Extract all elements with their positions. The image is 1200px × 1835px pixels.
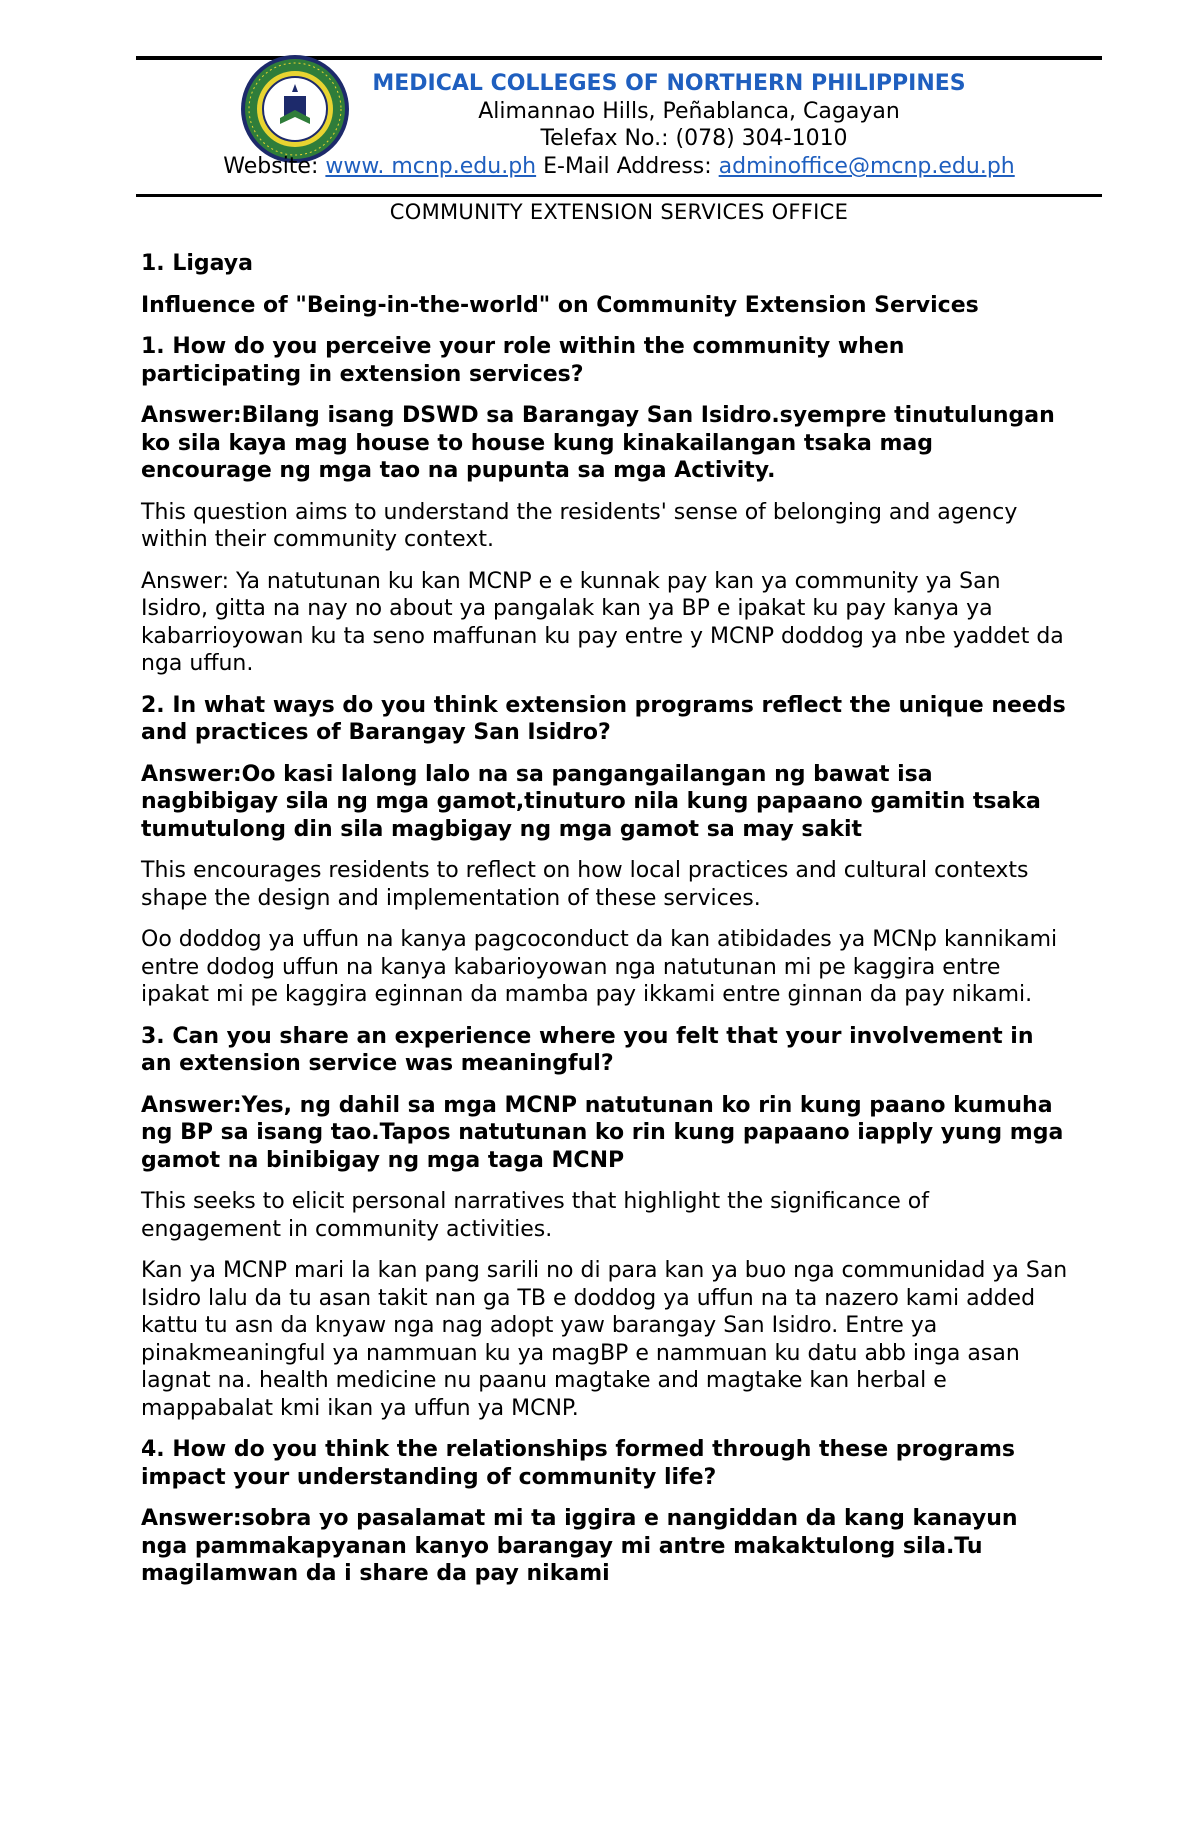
section-title: Influence of "Being-in-the-world" on Community Extension Services	[141, 292, 979, 318]
question-2: 2. In what ways do you think extension programs reflect the unique needs and practices of Barangay San Isidro?	[141, 692, 1066, 745]
response-2: Oo doddog ya uffun na kanya pagcoconduct da kan atibidades ya MCNp kannikami entre dodog uffun na kanya kabarioyowan nga natutunan mi pe kaggira entre ipakat mi pe kaggira eginnan da mamba pay ikkami entre ginnan da pay nikami.	[141, 927, 1058, 1007]
website-label: Website:	[223, 154, 319, 179]
answer-4: Answer:sobra yo pasalamat mi ta iggira e nangiddan da kang kanayun nga pammakapyanan kanyo barangay mi antre makaktulong sila.Tu magilamwan da i share da pay nikami	[141, 1506, 1018, 1586]
email-link[interactable]: adminoffice@mcnp.edu.ph	[718, 154, 1015, 179]
aim-1: This question aims to understand the residents' sense of belonging and agency within their community context.	[141, 499, 1018, 552]
org-name: MEDICAL COLLEGES OF NORTHERN PHILIPPINES	[372, 71, 966, 96]
response-1: Answer: Ya natutunan ku kan MCNP e e kunnak pay kan ya community ya San Isidro, gitta na nay no about ya pangalak kan ya BP e ipakat ku pay kanya ya kabarrioyowan ku ta seno maffunan ku pay entre y MCNP doddog ya nbe yaddet da nga uffun.	[141, 568, 1064, 676]
question-3: 3. Can you share an experience where you felt that your involvement in an extension service was meaningful?	[141, 1023, 1034, 1076]
aim-3: This seeks to elicit personal narratives that highlight the significance of engagement in community activities.	[141, 1189, 929, 1242]
question-4: 4. How do you think the relationships formed through these programs impact your understanding of community life?	[141, 1437, 1015, 1490]
header-bottom-rule	[136, 194, 1102, 197]
org-address: Alimannao Hills, Peñablanca, Cagayan	[478, 99, 900, 124]
letterhead	[136, 70, 1102, 181]
answer-1: Answer:Bilang isang DSWD sa Barangay San Isidro.syempre tinutulungan ko sila kaya mag house to house kung kinakailangan tsaka mag encourage ng mga tao na pupunta sa mga Activity.	[141, 403, 1055, 483]
respondent-name: 1. Ligaya	[141, 251, 253, 276]
answer-2: Answer:Oo kasi lalong lalo na sa pangangailangan ng bawat isa nagbibigay sila ng mga gamot,tinuturo nila kung papaano gamitin tsaka tumutulong din sila magbigay ng mga gamot sa may sakit	[141, 761, 1041, 842]
document-body	[141, 250, 1071, 1602]
aim-2: This encourages residents to reflect on how local practices and cultural contexts shape the design and implementation of these services.	[141, 858, 1029, 911]
contact-line	[136, 153, 1102, 181]
email-label: E-Mail Address:	[543, 154, 712, 179]
office-name: COMMUNITY EXTENSION SERVICES OFFICE	[389, 200, 849, 224]
question-1: 1. How do you perceive your role within the community when participating in extension services?	[141, 334, 905, 387]
org-telefax: Telefax No.: (078) 304-1010	[540, 126, 848, 151]
answer-3: Answer:Yes, ng dahil sa mga MCNP natutunan ko rin kung paano kumuha ng BP sa isang tao.Tapos natutunan ko rin kung papaano iapply yung mga gamot na binibigay ng mga taga MCNP	[141, 1092, 1064, 1173]
website-link[interactable]: www. mcnp.edu.ph	[325, 154, 537, 179]
response-3: Kan ya MCNP mari la kan pang sarili no di para kan ya buo nga communidad ya San Isidro lalu da tu asan takit nan ga TB e doddog ya uffun na ta nazero kami added kattu tu asn da knyaw nga nag adopt yaw barangay San Isidro. Entre ya pinakmeaningful ya nammuan ku ya magBP e nammuan ku datu abb inga asan lagnat na. health medicine nu paanu magtake and magtake kan herbal e mappabalat kmi ikan ya uffun ya MCNP.	[141, 1258, 1068, 1421]
